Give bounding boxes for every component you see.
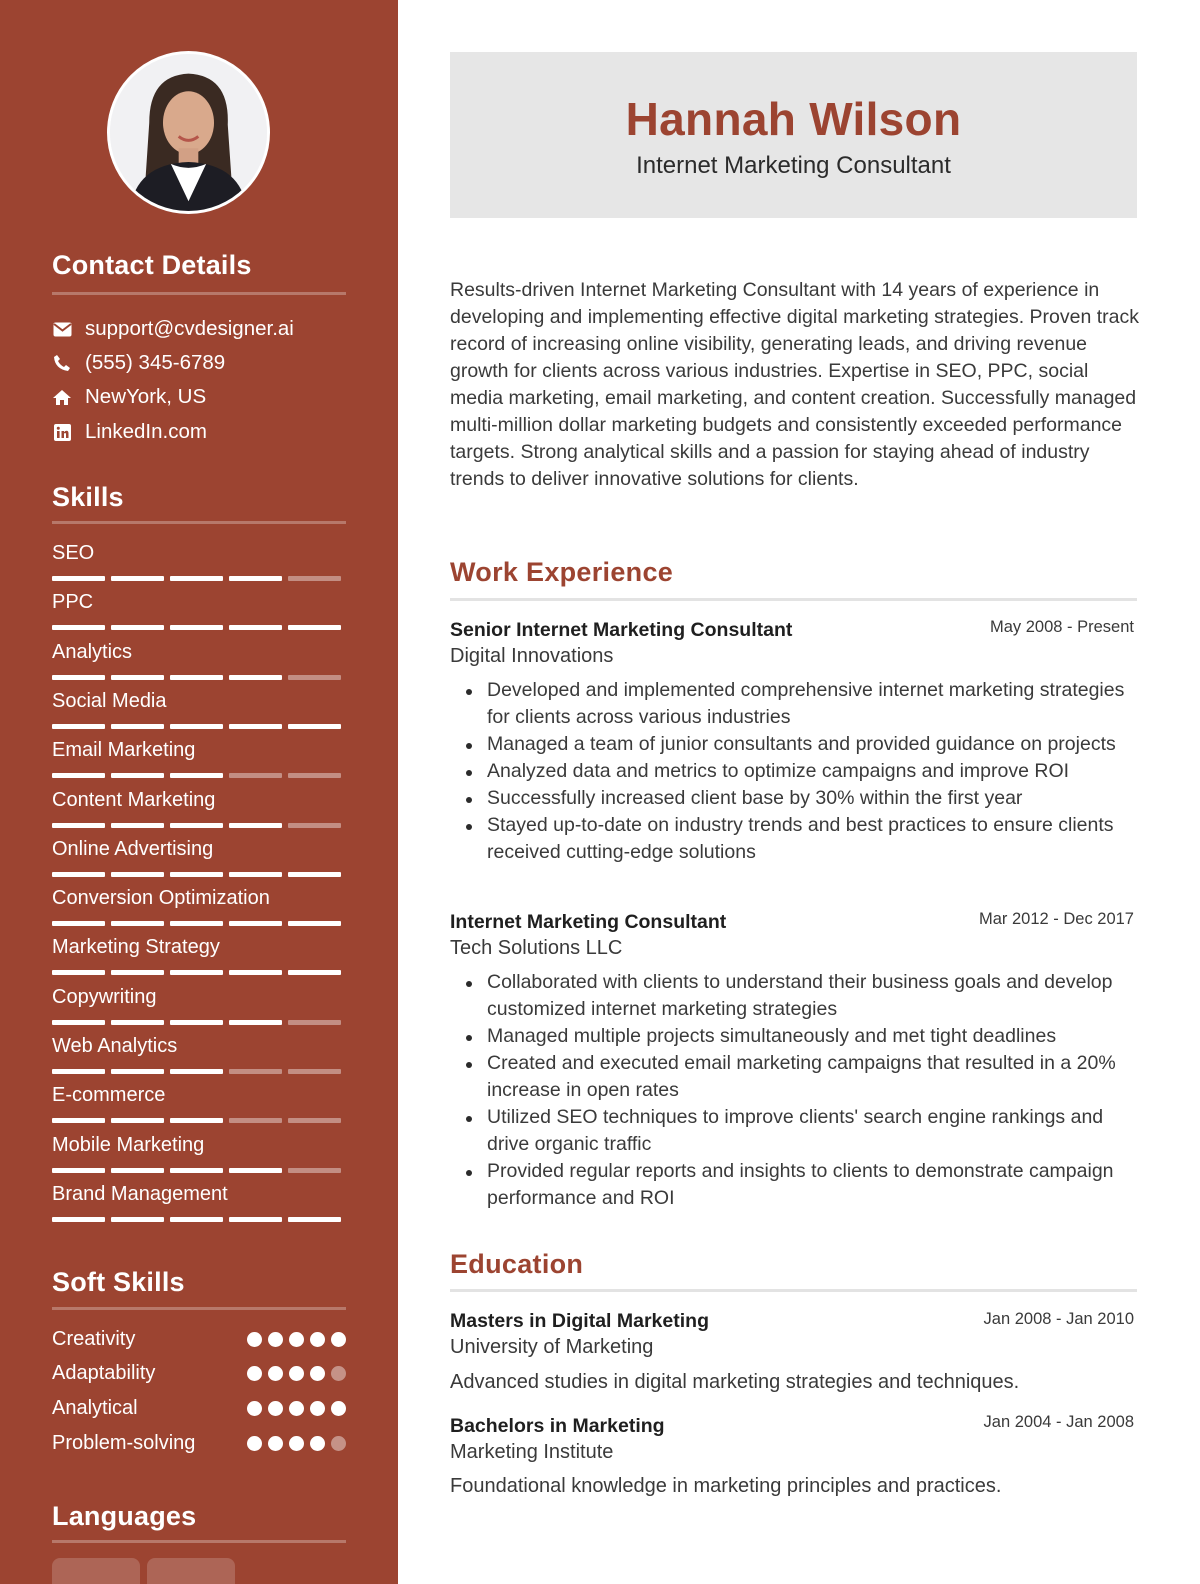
rating-dot [247, 1332, 262, 1347]
rating-dot [331, 1366, 346, 1381]
soft-skill-item [52, 1325, 346, 1353]
skill-label: Mobile Marketing [52, 1133, 205, 1156]
skill-item [52, 836, 346, 877]
degree-dates: Jan 2008 - Jan 2010 [983, 1310, 1134, 1328]
skill-level-segment [229, 823, 282, 828]
skill-item [52, 639, 346, 680]
rating-dot [331, 1332, 346, 1347]
soft-skills-divider [52, 1307, 346, 1310]
languages-heading: Languages [52, 1501, 197, 1531]
skill-level-segment [111, 1118, 164, 1123]
skill-level-bar [52, 970, 346, 975]
job-title: Internet Marketing Consultant [450, 911, 727, 933]
profile-summary: Results-driven Internet Marketing Consultant with 14 years of experience in developing and implementing effective digital marketing strategies. Proven track record of increasing online visibility, generating leads, and driving revenue growth for clients across various industries. Expertise in SEO, PPC, social media marketing, email marketing, and content creation. Successfully managed multi-million dollar marketing budgets and consistently exceeded performance targets. Strong analytical skills and a passion for staying ahead of industry trends to deliver innovative solutions for clients. [450, 279, 1140, 490]
skill-level-segment [170, 921, 223, 926]
degree-title: Bachelors in Marketing [450, 1415, 665, 1437]
skill-level-segment [288, 625, 341, 630]
job-bullet: Provided regular reports and insights to clients to demonstrate campaign performance and ROI [487, 1158, 1142, 1212]
rating-dot [310, 1436, 325, 1451]
contact-heading: Contact Details [52, 250, 252, 280]
skill-level-segment [170, 872, 223, 877]
skill-level-segment [111, 872, 164, 877]
rating-dot [310, 1366, 325, 1381]
contact-phone[interactable] [52, 349, 225, 377]
candidate-name: Hannah Wilson [625, 93, 962, 145]
job-title: Senior Internet Marketing Consultant [450, 619, 793, 641]
skill-level-segment [288, 1168, 341, 1173]
skill-label: Copywriting [52, 985, 157, 1008]
soft-skill-rating [247, 1366, 346, 1381]
skill-level-segment [52, 724, 105, 729]
skill-level-segment [52, 1168, 105, 1173]
envelope-icon [52, 319, 72, 339]
skill-level-segment [288, 1020, 341, 1025]
skill-level-segment [288, 773, 341, 778]
skill-level-bar [52, 1118, 346, 1123]
soft-skill-item [52, 1429, 346, 1457]
job-bullet: Utilized SEO techniques to improve clients' search engine rankings and drive organic traffic [487, 1104, 1142, 1158]
phone-icon [52, 353, 72, 373]
skill-level-segment [170, 625, 223, 630]
skill-level-segment [229, 773, 282, 778]
rating-dot [310, 1401, 325, 1416]
contact-divider [52, 292, 346, 295]
skill-label: SEO [52, 542, 95, 564]
soft-skill-rating [247, 1401, 346, 1416]
skill-level-segment [111, 675, 164, 680]
rating-dot [289, 1332, 304, 1347]
skill-level-segment [52, 1118, 105, 1123]
rating-dot [268, 1401, 283, 1416]
rating-dot [247, 1436, 262, 1451]
contact-linkedin[interactable] [52, 418, 207, 446]
skill-level-bar [52, 1069, 346, 1074]
rating-dot [247, 1401, 262, 1416]
contact-location [52, 383, 206, 411]
skill-level-segment [288, 872, 341, 877]
skill-level-segment [111, 724, 164, 729]
school-name: University of Marketing [450, 1336, 654, 1358]
skill-level-segment [229, 625, 282, 630]
skill-level-segment [229, 1020, 282, 1025]
skill-level-segment [229, 921, 282, 926]
rating-dot [268, 1436, 283, 1451]
sidebar [0, 0, 398, 1584]
skills-divider [52, 521, 346, 524]
job-dates: Mar 2012 - Dec 2017 [978, 910, 1134, 928]
skill-level-segment [52, 823, 105, 828]
job-bullet: Collaborated with clients to understand their business goals and develop customized internet marketing strategies [487, 969, 1142, 1023]
contact-location-text: NewYork, US [85, 385, 207, 408]
rating-dot [289, 1366, 304, 1381]
skill-item [52, 589, 346, 630]
skill-label: Social Media [52, 689, 167, 712]
skill-level-segment [52, 1217, 105, 1222]
languages-divider [52, 1540, 346, 1543]
skill-level-bar [52, 1020, 346, 1025]
skill-level-segment [170, 773, 223, 778]
skill-level-segment [52, 625, 105, 630]
rating-dot [268, 1332, 283, 1347]
skill-item [52, 934, 346, 975]
skill-level-segment [170, 823, 223, 828]
skill-level-segment [111, 1069, 164, 1074]
skill-level-segment [288, 1217, 341, 1222]
skill-level-segment [170, 1069, 223, 1074]
soft-skills-heading: Soft Skills [52, 1267, 185, 1297]
soft-skill-rating [247, 1332, 346, 1347]
skill-item [52, 984, 346, 1025]
job-bullet: Developed and implemented comprehensive internet marketing strategies for clients across various industries [487, 677, 1142, 731]
skill-level-segment [229, 724, 282, 729]
job-company: Tech Solutions LLC [450, 937, 623, 959]
skill-item [52, 1181, 346, 1222]
skill-label: PPC [52, 591, 94, 614]
school-name: Marketing Institute [450, 1441, 614, 1463]
skill-label: Marketing Strategy [52, 936, 220, 959]
job-dates: May 2008 - Present [990, 618, 1134, 636]
skill-level-segment [229, 576, 282, 581]
skill-label: Conversion Optimization [52, 887, 270, 910]
skill-label: Email Marketing [52, 739, 196, 762]
linkedin-icon [52, 422, 72, 442]
skill-level-bar [52, 823, 346, 828]
skill-level-segment [52, 921, 105, 926]
skill-level-segment [170, 1118, 223, 1123]
language-chip [52, 1558, 140, 1584]
skill-level-bar [52, 675, 346, 680]
skill-level-segment [111, 1020, 164, 1025]
skill-item [52, 787, 346, 828]
work-experience-heading: Work Experience [450, 557, 674, 587]
skill-label: Content Marketing [52, 788, 216, 811]
skill-level-bar [52, 773, 346, 778]
skill-label: Brand Management [52, 1182, 228, 1205]
skill-label: E-commerce [52, 1084, 166, 1107]
degree-description: Foundational knowledge in marketing principles and practices. [450, 1475, 1002, 1497]
soft-skill-label: Adaptability [52, 1362, 156, 1385]
rating-dot [247, 1366, 262, 1381]
skill-level-bar [52, 921, 346, 926]
skill-level-bar [52, 872, 346, 877]
profile-photo-illustration [110, 54, 267, 211]
degree-description: Advanced studies in digital marketing strategies and techniques. [450, 1371, 1020, 1393]
rating-dot [289, 1436, 304, 1451]
rating-dot [331, 1401, 346, 1416]
skill-level-segment [288, 724, 341, 729]
skill-level-segment [229, 1217, 282, 1222]
soft-skill-rating [247, 1436, 346, 1451]
skill-level-segment [229, 675, 282, 680]
degree-title: Masters in Digital Marketing [450, 1310, 709, 1332]
skill-level-segment [52, 872, 105, 877]
job-company: Digital Innovations [450, 645, 614, 667]
rating-dot [331, 1436, 346, 1451]
skill-level-segment [170, 1217, 223, 1222]
skill-level-bar [52, 625, 346, 630]
education-heading: Education [450, 1249, 584, 1279]
job-bullet: Stayed up-to-date on industry trends and best practices to ensure clients received cutting-edge solutions [487, 812, 1142, 866]
soft-skill-label: Creativity [52, 1327, 136, 1350]
skill-level-segment [288, 1069, 341, 1074]
skill-level-segment [229, 970, 282, 975]
skill-level-segment [170, 1168, 223, 1173]
skill-level-segment [288, 576, 341, 581]
skill-level-segment [52, 1069, 105, 1074]
soft-skill-item [52, 1394, 346, 1422]
profile-photo [107, 51, 270, 214]
skill-item [52, 1132, 346, 1173]
skill-level-segment [111, 823, 164, 828]
skill-level-segment [170, 724, 223, 729]
job-bullet: Successfully increased client base by 30% within the first year [487, 785, 1142, 812]
skill-item [52, 540, 346, 581]
skill-level-segment [111, 970, 164, 975]
job-bullets [487, 677, 1142, 866]
job-bullet: Managed multiple projects simultaneously and met tight deadlines [487, 1023, 1142, 1050]
skill-level-segment [288, 1118, 341, 1123]
skill-item [52, 737, 346, 778]
skill-level-segment [288, 921, 341, 926]
skill-level-segment [52, 576, 105, 581]
job-bullet: Managed a team of junior consultants and provided guidance on projects [487, 731, 1142, 758]
skill-level-segment [229, 1168, 282, 1173]
skill-level-bar [52, 1217, 346, 1222]
skill-level-bar [52, 724, 346, 729]
skill-label: Online Advertising [52, 837, 214, 860]
job-bullet: Analyzed data and metrics to optimize campaigns and improve ROI [487, 758, 1142, 785]
skill-level-segment [111, 576, 164, 581]
skill-level-segment [111, 773, 164, 778]
job-bullets [487, 969, 1142, 1212]
rating-dot [310, 1332, 325, 1347]
skill-level-segment [288, 970, 341, 975]
skill-level-segment [52, 970, 105, 975]
skill-level-segment [111, 625, 164, 630]
work-experience-divider [450, 598, 1137, 601]
skill-level-segment [111, 921, 164, 926]
skill-level-segment [229, 872, 282, 877]
skill-level-segment [170, 675, 223, 680]
skill-item [52, 885, 346, 926]
contact-email-text: support@cvdesigner.ai [85, 317, 294, 340]
language-chip [147, 1558, 235, 1584]
soft-skill-label: Analytical [52, 1396, 138, 1419]
skill-level-segment [52, 773, 105, 778]
skill-level-segment [229, 1118, 282, 1123]
skill-level-segment [170, 1020, 223, 1025]
contact-phone-text: (555) 345-6789 [85, 351, 226, 374]
skill-label: Web Analytics [52, 1035, 178, 1057]
skill-level-segment [288, 675, 341, 680]
education-divider [450, 1289, 1137, 1292]
degree-dates: Jan 2004 - Jan 2008 [983, 1413, 1134, 1431]
skill-level-bar [52, 1168, 346, 1173]
skill-level-segment [170, 576, 223, 581]
skill-item [52, 1082, 346, 1123]
skill-level-bar [52, 576, 346, 581]
skills-heading: Skills [52, 482, 124, 512]
skill-level-segment [111, 1217, 164, 1222]
job-bullet: Created and executed email marketing campaigns that resulted in a 20% increase in open rates [487, 1050, 1142, 1104]
skill-level-segment [111, 1168, 164, 1173]
skill-level-segment [229, 1069, 282, 1074]
rating-dot [268, 1366, 283, 1381]
skill-item [52, 688, 346, 729]
skill-level-segment [170, 970, 223, 975]
skill-item [52, 1033, 346, 1074]
name-header [450, 52, 1137, 218]
skill-level-segment [52, 675, 105, 680]
rating-dot [289, 1401, 304, 1416]
contact-email[interactable] [52, 315, 294, 343]
contact-linkedin-text: LinkedIn.com [85, 420, 207, 443]
skill-level-segment [288, 823, 341, 828]
skill-label: Analytics [52, 640, 133, 663]
soft-skill-item [52, 1360, 346, 1388]
candidate-title: Internet Marketing Consultant [636, 152, 951, 179]
soft-skill-label: Problem-solving [52, 1431, 196, 1454]
home-icon [52, 387, 72, 407]
skill-level-segment [52, 1020, 105, 1025]
